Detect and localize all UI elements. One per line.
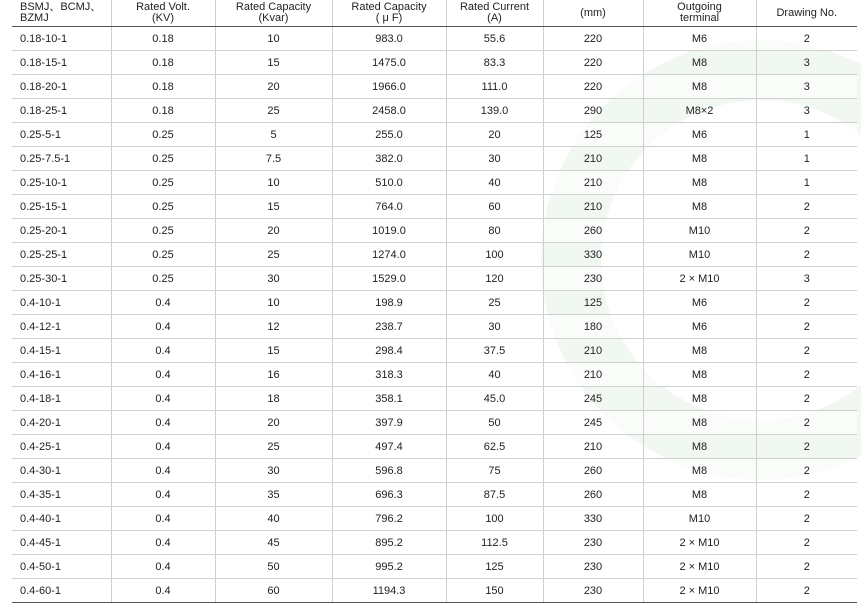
- table-row: [12, 555, 857, 579]
- table-cell: 112.5: [446, 531, 543, 555]
- table-cell: M8: [643, 171, 756, 195]
- table-cell: 0.18-20-1: [12, 75, 111, 99]
- table-cell: 1194.3: [332, 579, 446, 603]
- table-cell: M8: [643, 435, 756, 459]
- table-cell: 260: [543, 219, 643, 243]
- table-cell: 0.4: [111, 363, 215, 387]
- table-cell: M8: [643, 51, 756, 75]
- table-cell: 983.0: [332, 27, 446, 51]
- table-cell: 0.25: [111, 267, 215, 291]
- table-cell: 0.4-60-1: [12, 579, 111, 603]
- table-cell: 358.1: [332, 387, 446, 411]
- table-cell: 2 × M10: [643, 267, 756, 291]
- table-cell: 50: [215, 555, 332, 579]
- table-row: [12, 483, 857, 507]
- table-cell: 139.0: [446, 99, 543, 123]
- table-cell: 995.2: [332, 555, 446, 579]
- table-cell: 230: [543, 267, 643, 291]
- table-cell: 60: [446, 195, 543, 219]
- table-row: [12, 411, 857, 435]
- table-row: [12, 99, 857, 123]
- table-cell: 18: [215, 387, 332, 411]
- table-cell: 25: [215, 243, 332, 267]
- table-cell: 0.4: [111, 579, 215, 603]
- table-cell: 255.0: [332, 123, 446, 147]
- table-cell: 0.4-10-1: [12, 291, 111, 315]
- table-cell: 330: [543, 507, 643, 531]
- table-cell: 245: [543, 387, 643, 411]
- table-cell: 10: [215, 27, 332, 51]
- table-cell: 0.25-5-1: [12, 123, 111, 147]
- table-cell: M6: [643, 291, 756, 315]
- table-cell: 35: [215, 483, 332, 507]
- table-cell: M8: [643, 387, 756, 411]
- table-cell: 2: [756, 579, 857, 603]
- table-cell: 3: [756, 99, 857, 123]
- table-cell: 83.3: [446, 51, 543, 75]
- table-cell: 100: [446, 507, 543, 531]
- column-header-line: Drawing No.: [776, 6, 838, 19]
- table-cell: 0.4: [111, 435, 215, 459]
- table-cell: 796.2: [332, 507, 446, 531]
- table-cell: 1019.0: [332, 219, 446, 243]
- table-cell: 40: [446, 171, 543, 195]
- table-cell: 0.4-50-1: [12, 555, 111, 579]
- table-cell: 1: [756, 123, 857, 147]
- table-cell: M8: [643, 339, 756, 363]
- table-cell: M8: [643, 411, 756, 435]
- table-cell: 2458.0: [332, 99, 446, 123]
- table-cell: 1: [756, 147, 857, 171]
- column-header-line: Rated Capacity: [351, 1, 427, 13]
- table-cell: 30: [215, 267, 332, 291]
- table-row: [12, 171, 857, 195]
- table-cell: M8: [643, 195, 756, 219]
- table-row: [12, 315, 857, 339]
- table-row: [12, 147, 857, 171]
- table-cell: 45.0: [446, 387, 543, 411]
- table-cell: 230: [543, 555, 643, 579]
- table-cell: 0.4: [111, 507, 215, 531]
- table-cell: 397.9: [332, 411, 446, 435]
- table-cell: 0.4: [111, 339, 215, 363]
- table-cell: M10: [643, 243, 756, 267]
- table-cell: M8×2: [643, 99, 756, 123]
- table-cell: 50: [446, 411, 543, 435]
- table-cell: 0.18-10-1: [12, 27, 111, 51]
- table-cell: 0.25-25-1: [12, 243, 111, 267]
- table-cell: 2: [756, 195, 857, 219]
- table-cell: 0.4: [111, 483, 215, 507]
- column-header-line: Rated Current: [459, 1, 530, 13]
- table-cell: M8: [643, 363, 756, 387]
- table-cell: 238.7: [332, 315, 446, 339]
- table-cell: 198.9: [332, 291, 446, 315]
- table-cell: 80: [446, 219, 543, 243]
- table-row: [12, 435, 857, 459]
- table-cell: 0.18-25-1: [12, 99, 111, 123]
- table-cell: 2: [756, 435, 857, 459]
- column-header: [215, 0, 332, 27]
- table-row: [12, 363, 857, 387]
- table-cell: 180: [543, 315, 643, 339]
- table-cell: 25: [215, 99, 332, 123]
- table-cell: 2: [756, 459, 857, 483]
- table-cell: 0.25: [111, 243, 215, 267]
- header-row: [12, 0, 857, 27]
- column-header: [756, 0, 857, 27]
- table-cell: 0.4-18-1: [12, 387, 111, 411]
- table-cell: 2: [756, 531, 857, 555]
- table-cell: 3: [756, 267, 857, 291]
- table-row: [12, 291, 857, 315]
- table-cell: 2: [756, 243, 857, 267]
- table-cell: 220: [543, 75, 643, 99]
- table-cell: 696.3: [332, 483, 446, 507]
- table-cell: 120: [446, 267, 543, 291]
- table-cell: 15: [215, 339, 332, 363]
- table-cell: 3: [756, 51, 857, 75]
- table-cell: 210: [543, 435, 643, 459]
- table-cell: 15: [215, 51, 332, 75]
- table-cell: 15: [215, 195, 332, 219]
- table-row: [12, 195, 857, 219]
- table-cell: 30: [446, 315, 543, 339]
- table-cell: 245: [543, 411, 643, 435]
- table-cell: 0.25: [111, 219, 215, 243]
- column-header-line: (mm): [580, 6, 606, 19]
- table-cell: 20: [215, 75, 332, 99]
- table-cell: 230: [543, 531, 643, 555]
- table-cell: 2: [756, 411, 857, 435]
- table-cell: 30: [446, 147, 543, 171]
- table-cell: 87.5: [446, 483, 543, 507]
- table-row: [12, 459, 857, 483]
- table-cell: 210: [543, 339, 643, 363]
- table-cell: 0.4-12-1: [12, 315, 111, 339]
- table-cell: 2 × M10: [643, 531, 756, 555]
- column-header: [543, 0, 643, 27]
- table-row: [12, 219, 857, 243]
- table-cell: 298.4: [332, 339, 446, 363]
- table-cell: 3: [756, 75, 857, 99]
- column-header: [332, 0, 446, 27]
- table-cell: 0.18: [111, 99, 215, 123]
- table-cell: 2: [756, 555, 857, 579]
- table-cell: 1274.0: [332, 243, 446, 267]
- table-cell: 2 × M10: [643, 579, 756, 603]
- column-header: [12, 0, 111, 27]
- table-cell: 260: [543, 459, 643, 483]
- table-cell: 0.25: [111, 195, 215, 219]
- table-cell: M8: [643, 483, 756, 507]
- table-cell: 0.18: [111, 27, 215, 51]
- table-row: [12, 267, 857, 291]
- table-cell: 260: [543, 483, 643, 507]
- table-cell: 7.5: [215, 147, 332, 171]
- column-header-line: (Kvar): [258, 12, 289, 24]
- table-cell: 100: [446, 243, 543, 267]
- table-cell: 0.4: [111, 459, 215, 483]
- table-cell: 0.4: [111, 531, 215, 555]
- table-cell: 20: [446, 123, 543, 147]
- table-row: [12, 507, 857, 531]
- table-cell: 2 × M10: [643, 555, 756, 579]
- table-cell: 10: [215, 171, 332, 195]
- column-header-line: BZMJ: [20, 12, 49, 24]
- table-cell: 330: [543, 243, 643, 267]
- table-row: [12, 27, 857, 51]
- table-cell: 20: [215, 219, 332, 243]
- table-cell: 220: [543, 27, 643, 51]
- column-header: [111, 0, 215, 27]
- table-cell: 0.25-7.5-1: [12, 147, 111, 171]
- table-cell: 150: [446, 579, 543, 603]
- table-cell: 10: [215, 291, 332, 315]
- table-cell: 764.0: [332, 195, 446, 219]
- table-row: [12, 531, 857, 555]
- table-cell: 1529.0: [332, 267, 446, 291]
- table-cell: 0.4-20-1: [12, 411, 111, 435]
- table-cell: 0.4: [111, 555, 215, 579]
- table-row: [12, 387, 857, 411]
- table-cell: 1966.0: [332, 75, 446, 99]
- table-cell: 210: [543, 171, 643, 195]
- table-cell: 0.4: [111, 411, 215, 435]
- table-cell: 0.4: [111, 387, 215, 411]
- table-cell: 0.25: [111, 147, 215, 171]
- table-cell: 895.2: [332, 531, 446, 555]
- table-cell: 1: [756, 171, 857, 195]
- table-cell: 25: [446, 291, 543, 315]
- column-header-line: Rated Capacity: [235, 1, 312, 13]
- table-cell: 210: [543, 147, 643, 171]
- column-header-line: BSMJ、BCMJ、: [20, 1, 102, 13]
- table-cell: 40: [446, 363, 543, 387]
- table-row: [12, 75, 857, 99]
- table-cell: 0.4-45-1: [12, 531, 111, 555]
- table-cell: 2: [756, 507, 857, 531]
- table-cell: 37.5: [446, 339, 543, 363]
- table-cell: 497.4: [332, 435, 446, 459]
- column-header-line: ( μ F): [375, 12, 403, 24]
- table-row: [12, 339, 857, 363]
- table-cell: 25: [215, 435, 332, 459]
- table-cell: M6: [643, 315, 756, 339]
- column-header-line: (KV): [152, 12, 174, 24]
- table-cell: 210: [543, 363, 643, 387]
- spec-table: [12, 0, 857, 603]
- table-cell: 2: [756, 219, 857, 243]
- table-row: [12, 123, 857, 147]
- table-cell: 16: [215, 363, 332, 387]
- table-cell: 382.0: [332, 147, 446, 171]
- table-cell: 62.5: [446, 435, 543, 459]
- table-cell: 0.4-25-1: [12, 435, 111, 459]
- table-cell: 111.0: [446, 75, 543, 99]
- table-header: [12, 0, 857, 27]
- column-header: [446, 0, 543, 27]
- table-cell: 0.25: [111, 123, 215, 147]
- table-cell: 125: [543, 123, 643, 147]
- table-cell: 318.3: [332, 363, 446, 387]
- table-row: [12, 243, 857, 267]
- table-cell: 2: [756, 27, 857, 51]
- table-cell: 0.4: [111, 291, 215, 315]
- table-cell: 0.4: [111, 315, 215, 339]
- column-header-line: (A): [487, 12, 502, 24]
- table-cell: 220: [543, 51, 643, 75]
- table-cell: 0.25-10-1: [12, 171, 111, 195]
- table-cell: 30: [215, 459, 332, 483]
- table-cell: 210: [543, 195, 643, 219]
- table-body: [12, 27, 857, 603]
- table-cell: 12: [215, 315, 332, 339]
- table-cell: 230: [543, 579, 643, 603]
- table-cell: 2: [756, 363, 857, 387]
- table-cell: 45: [215, 531, 332, 555]
- table-cell: 2: [756, 291, 857, 315]
- table-cell: 290: [543, 99, 643, 123]
- table-cell: 0.25-15-1: [12, 195, 111, 219]
- column-header-line: terminal: [679, 12, 720, 24]
- table-row: [12, 51, 857, 75]
- table-cell: 0.18: [111, 51, 215, 75]
- table-cell: 0.4-15-1: [12, 339, 111, 363]
- table-cell: 0.4-16-1: [12, 363, 111, 387]
- table-cell: 125: [543, 291, 643, 315]
- table-cell: 0.25: [111, 171, 215, 195]
- table-cell: 0.25-20-1: [12, 219, 111, 243]
- table-cell: 0.25-30-1: [12, 267, 111, 291]
- column-header: [643, 0, 756, 27]
- table-cell: 0.18-15-1: [12, 51, 111, 75]
- table-cell: 75: [446, 459, 543, 483]
- table-cell: 125: [446, 555, 543, 579]
- table-cell: 2: [756, 483, 857, 507]
- table-cell: M8: [643, 459, 756, 483]
- table-cell: 0.4-35-1: [12, 483, 111, 507]
- table-cell: M10: [643, 219, 756, 243]
- table-cell: 2: [756, 339, 857, 363]
- column-header-line: Outgoing: [677, 1, 722, 13]
- table-cell: M8: [643, 147, 756, 171]
- table-cell: 596.8: [332, 459, 446, 483]
- table-row: [12, 579, 857, 603]
- table-cell: 60: [215, 579, 332, 603]
- column-header-line: Rated Volt.: [136, 1, 190, 13]
- table-cell: 2: [756, 387, 857, 411]
- table-cell: M6: [643, 123, 756, 147]
- table-cell: 40: [215, 507, 332, 531]
- table-cell: M6: [643, 27, 756, 51]
- table-cell: 510.0: [332, 171, 446, 195]
- table-cell: 0.18: [111, 75, 215, 99]
- table-cell: 0.4-40-1: [12, 507, 111, 531]
- table-cell: 20: [215, 411, 332, 435]
- table-cell: 5: [215, 123, 332, 147]
- table-cell: 2: [756, 315, 857, 339]
- table-cell: M10: [643, 507, 756, 531]
- table-cell: M8: [643, 75, 756, 99]
- table-cell: 55.6: [446, 27, 543, 51]
- table-cell: 0.4-30-1: [12, 459, 111, 483]
- table-cell: 1475.0: [332, 51, 446, 75]
